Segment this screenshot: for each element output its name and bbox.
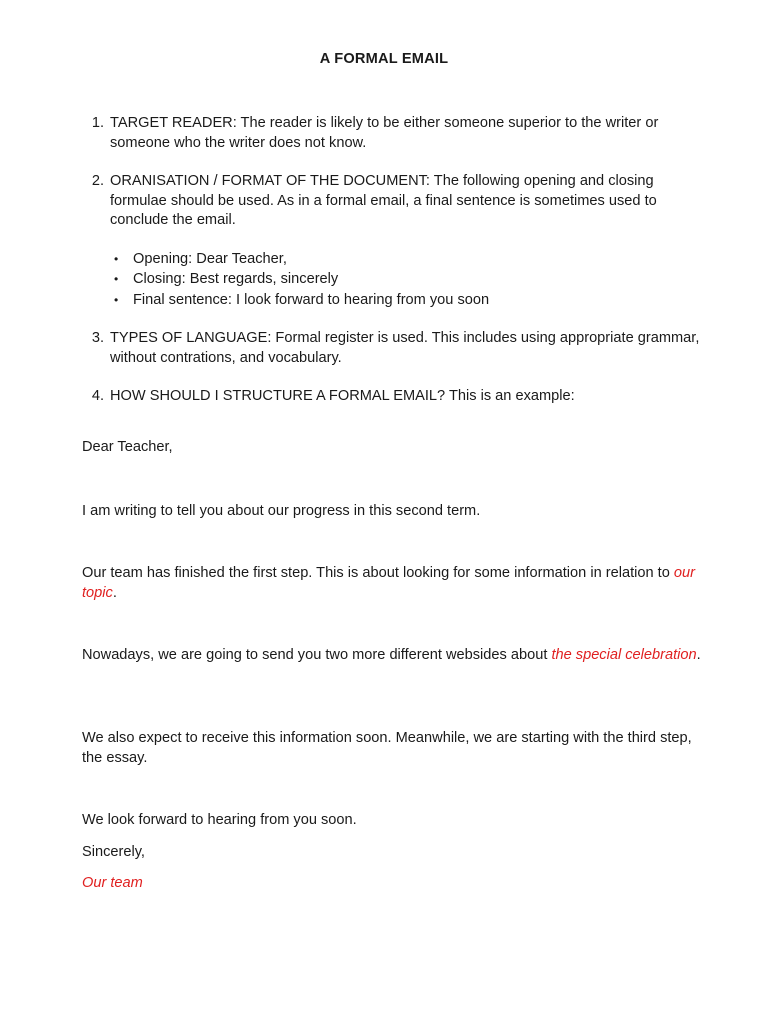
bullet-text: Opening: Dear Teacher, <box>133 251 287 267</box>
email-closing: Sincerely, <box>82 844 145 860</box>
email-paragraph-2 <box>82 564 702 603</box>
list-item-text: TYPES OF LANGUAGE: Formal register is used. This includes using appropriate grammar, without contrations, and vocabulary. <box>110 330 700 366</box>
email-paragraph-3 <box>82 646 702 666</box>
document-title: A FORMAL EMAIL <box>319 51 449 67</box>
email-paragraph-1: I am writing to tell you about our progress in this second term. <box>82 503 481 519</box>
list-number: 2. <box>91 173 104 189</box>
bullet-text: Final sentence: I look forward to hearing from you soon <box>133 292 490 308</box>
list-number: 4. <box>91 388 104 404</box>
paragraph-text: Our team has finished the first step. This is about looking for some information in relation to <box>82 565 674 581</box>
email-paragraph-4: We also expect to receive this information soon. Meanwhile, we are starting with the third step, the essay. <box>82 730 692 766</box>
bullet-text: Closing: Best regards, sincerely <box>133 271 339 287</box>
email-greeting: Dear Teacher, <box>82 439 173 455</box>
list-number: 1. <box>91 115 104 131</box>
paragraph-end: . <box>696 647 701 663</box>
list-item-text: ORANISATION / FORMAT OF THE DOCUMENT: The following opening and closing formulae should be used. As in a formal email, a final sentence is sometimes used to conclude the email. <box>110 173 657 228</box>
list-item-text: HOW SHOULD I STRUCTURE A FORMAL EMAIL? This is an example: <box>110 388 575 404</box>
highlighted-text: our topic <box>82 565 695 601</box>
list-item-text: TARGET READER: The reader is likely to be either someone superior to the writer or someone who the writer does not know. <box>110 115 659 151</box>
bullet-icon: • <box>114 293 119 307</box>
paragraph-end: . <box>112 584 117 601</box>
bullet-icon: • <box>114 252 119 266</box>
email-signature: Our team <box>82 875 143 891</box>
bullet-icon: • <box>114 272 119 286</box>
list-number: 3. <box>91 330 104 346</box>
highlighted-text: the special celebration <box>551 647 697 663</box>
email-paragraph-5: We look forward to hearing from you soon. <box>82 812 357 828</box>
paragraph-text: Nowadays, we are going to send you two more different websides about <box>82 647 552 663</box>
